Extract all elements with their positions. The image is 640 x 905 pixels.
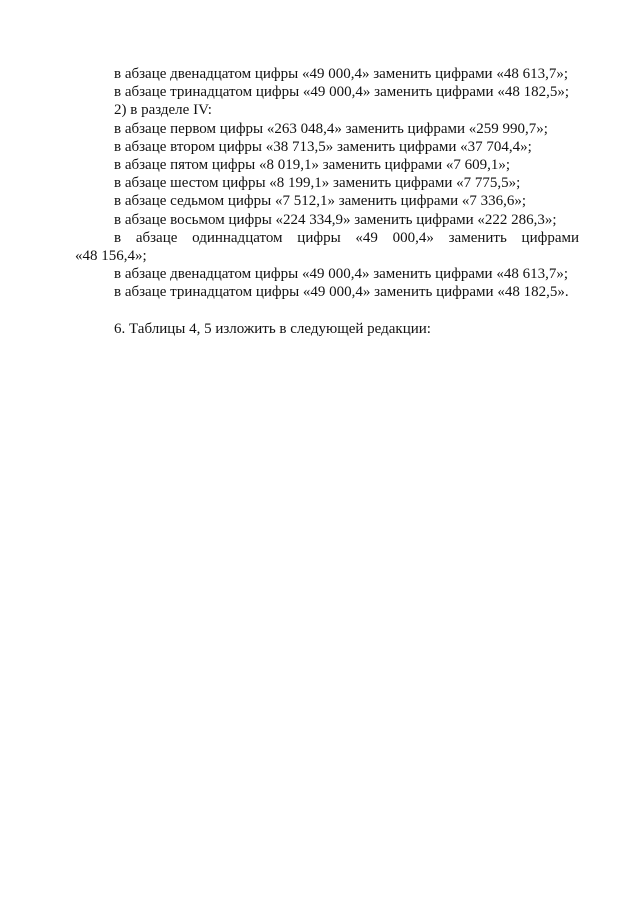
paragraph-line: в абзаце первом цифры «263 048,4» заменить цифрами «259 990,7»; <box>114 120 548 137</box>
numbered-item: 6. Таблицы 4, 5 изложить в следующей редакции: <box>114 320 431 337</box>
document-body <box>75 65 579 338</box>
paragraph-line: в абзаце втором цифры «38 713,5» заменить цифрами «37 704,4»; <box>114 138 532 155</box>
section-heading: 2) в разделе IV: <box>114 102 212 119</box>
paragraph-line: в абзаце седьмом цифры «7 512,1» заменить цифрами «7 336,6»; <box>114 193 527 210</box>
paragraph-line: в абзаце восьмом цифры «224 334,9» заменить цифрами «222 286,3»; <box>114 211 557 228</box>
paragraph-line: в абзаце тринадцатом цифры «49 000,4» заменить цифрами «48 182,5»; <box>114 84 569 101</box>
paragraph-line: в абзаце двенадцатом цифры «49 000,4» заменить цифрами «48 613,7»; <box>114 266 569 283</box>
paragraph-line-continuation: «48 156,4»; <box>75 248 147 265</box>
paragraph-line: в абзаце шестом цифры «8 199,1» заменить цифрами «7 775,5»; <box>114 175 521 192</box>
paragraph-line: в абзаце пятом цифры «8 019,1» заменить цифрами «7 609,1»; <box>114 157 511 174</box>
paragraph-line: в абзаце одиннадцатом цифры «49 000,4» заменить цифрами <box>114 229 579 246</box>
paragraph-line: в абзаце тринадцатом цифры «49 000,4» заменить цифрами «48 182,5». <box>114 284 569 301</box>
paragraph-line: в абзаце двенадцатом цифры «49 000,4» заменить цифрами «48 613,7»; <box>114 66 569 82</box>
